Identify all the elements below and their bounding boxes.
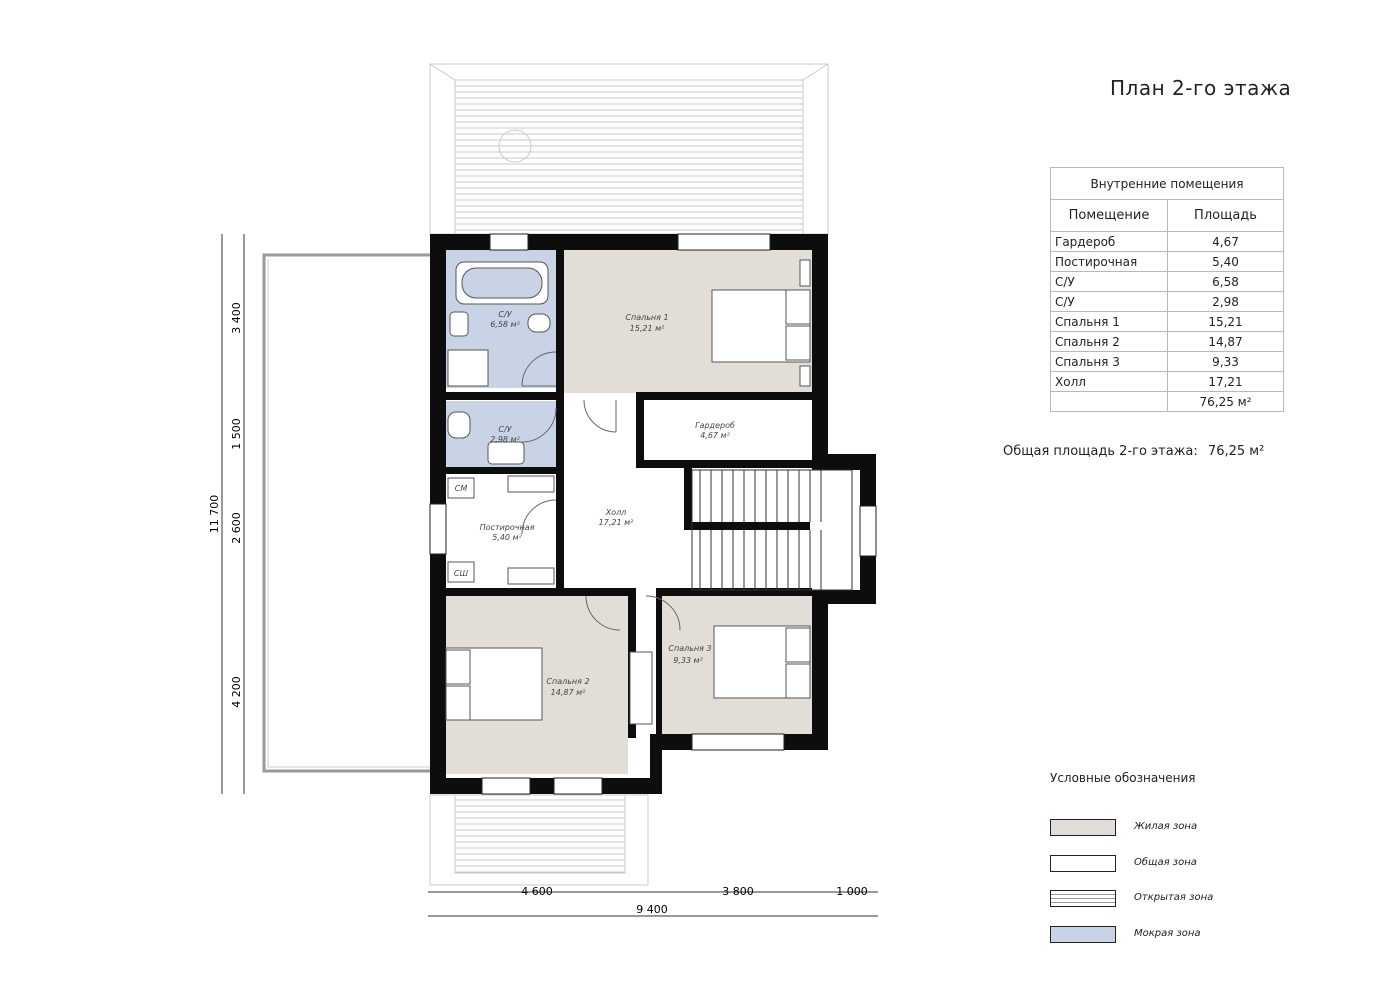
room-area-bedroom3: 9,33 м²: [673, 656, 703, 665]
dim-horizontal-total: 9 400: [636, 903, 668, 916]
total-area-label: Общая площадь 2-го этажа:: [1003, 444, 1198, 459]
legend-label: Жилая зона: [1134, 821, 1198, 832]
room-area-cell: 14,87: [1168, 332, 1284, 352]
dim-vertical-2: 1 500: [230, 418, 243, 450]
room-name-cell: Постирочная: [1051, 252, 1168, 272]
dim-horizontal-1: 4 600: [521, 885, 553, 898]
room-area-bedroom2: 14,87 м²: [550, 688, 586, 697]
room-area-cell: 6,58: [1168, 272, 1284, 292]
legend-title: Условные обозначения: [1050, 771, 1196, 785]
column-header-area: Площадь: [1168, 200, 1284, 232]
room-name-cell: С/У: [1051, 272, 1168, 292]
table-row: [1051, 292, 1284, 312]
room-area-cell: 9,33: [1168, 352, 1284, 372]
room-name-cell: Спальня 2: [1051, 332, 1168, 352]
total-empty-cell: [1051, 392, 1168, 412]
dim-vertical-total: 11 700: [208, 494, 221, 534]
plan-title: План 2-го этажа: [1110, 76, 1292, 100]
legend-swatch: [1050, 926, 1116, 943]
table-row: [1051, 332, 1284, 352]
room-area-cell: 2,98: [1168, 292, 1284, 312]
legend-label: Мокрая зона: [1134, 928, 1201, 939]
room-label-bath2: С/У: [498, 425, 512, 434]
room-label-bedroom3: Спальня 3: [668, 644, 712, 653]
dim-vertical-3: 2 600: [230, 512, 243, 544]
room-label-wardrobe: Гардероб: [695, 421, 735, 430]
room-area-hall: 17,21 м²: [598, 518, 634, 527]
table-row: [1051, 232, 1284, 252]
column-header-room: Помещение: [1051, 200, 1168, 232]
dim-horizontal-2: 3 800: [722, 885, 754, 898]
table-total-cell: 76,25 м²: [1168, 392, 1284, 412]
total-area-value: 76,25 м²: [1207, 444, 1265, 459]
room-area-cell: 4,67: [1168, 232, 1284, 252]
room-label-bedroom1: Спальня 1: [625, 313, 669, 322]
legend-swatch: [1050, 855, 1116, 872]
room-area-wardrobe: 4,67 м²: [700, 431, 730, 440]
table-header: Внутренние помещения: [1051, 168, 1284, 200]
washer-label: СМ: [454, 484, 468, 493]
legend-label: Общая зона: [1134, 857, 1197, 868]
legend-swatch: [1050, 819, 1116, 836]
total-area: [1003, 444, 1264, 459]
room-name-cell: С/У: [1051, 292, 1168, 312]
dim-vertical-4: 4 200: [230, 676, 243, 708]
room-name-cell: Холл: [1051, 372, 1168, 392]
room-label-bath1: С/У: [498, 310, 512, 319]
room-name-cell: Спальня 3: [1051, 352, 1168, 372]
room-label-laundry: Постирочная: [479, 523, 535, 532]
room-area-cell: 15,21: [1168, 312, 1284, 332]
balcony-left: [264, 255, 430, 771]
legend-swatch: [1050, 890, 1116, 907]
room-label-hall: Холл: [605, 508, 627, 517]
room-area-bath2: 2,98 м²: [490, 435, 520, 444]
room-name-cell: Спальня 1: [1051, 312, 1168, 332]
room-area-bedroom1: 15,21 м²: [629, 324, 665, 333]
table-row: [1051, 372, 1284, 392]
room-area-laundry: 5,40 м²: [492, 533, 522, 542]
table-row: [1051, 272, 1284, 292]
table-row: [1051, 252, 1284, 272]
room-name-cell: Гардероб: [1051, 232, 1168, 252]
room-area-cell: 17,21: [1168, 372, 1284, 392]
dryer-label: СШ: [453, 569, 469, 578]
upper-terrace: [430, 64, 828, 234]
room-label-bedroom2: Спальня 2: [546, 677, 590, 686]
table-total-row: [1051, 392, 1284, 412]
legend-label: Открытая зона: [1134, 892, 1214, 903]
room-area-cell: 5,40: [1168, 252, 1284, 272]
dim-horizontal-3: 1 000: [836, 885, 868, 898]
table-row: [1051, 352, 1284, 372]
area-table: [1050, 167, 1284, 412]
dim-vertical-1: 3 400: [230, 302, 243, 334]
room-area-bath1: 6,58 м²: [490, 320, 520, 329]
lower-terrace: [430, 795, 648, 885]
table-row: [1051, 312, 1284, 332]
